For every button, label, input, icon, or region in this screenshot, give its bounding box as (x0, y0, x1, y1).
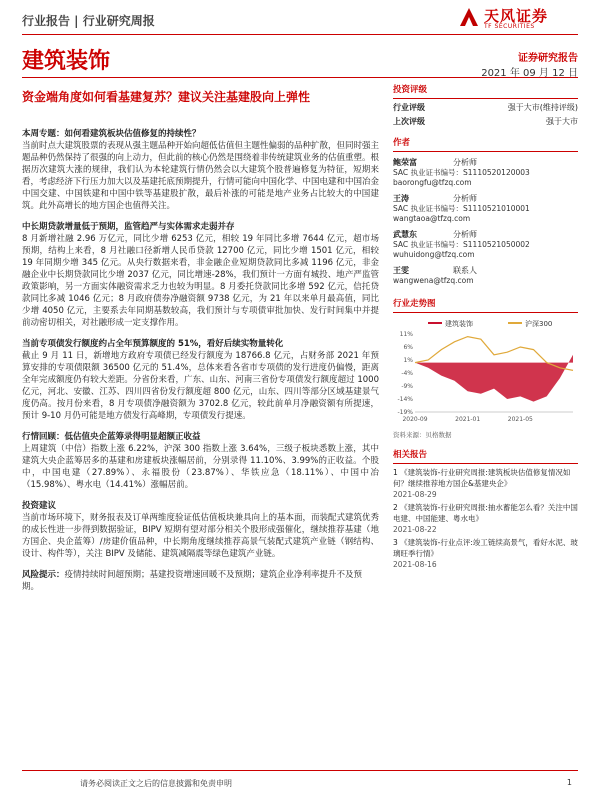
x-tick-label: 2021-01 (455, 416, 481, 423)
related-report[interactable] (393, 502, 578, 535)
section-title: 投资建议 (22, 501, 57, 511)
y-tick-label: 11% (399, 331, 413, 338)
analyst-name: 鲍荣富 (393, 158, 417, 167)
section (22, 500, 379, 560)
section-body: 当前市场环境下，财务报表及订单两维度验证低估值板块兼具向上的基本面，而装配式建筑优秀的成长性进一步得到数据验证，BIPV 短期有望对部分相关个股形成强催化，继续推荐基建（地方国企、央企蓝筹）/房建价值品种，中长期角度继续推荐高景气装配式建筑产业链（钢结构、设计、构件等），关注 BIPV 及储能、建筑减隔震等绿色建筑产业链。 (22, 513, 380, 559)
main-column (22, 88, 379, 593)
analyst-sac: SAC 执业证书编号：S1110521010001 (393, 204, 530, 213)
industry-title: 建筑装饰 (22, 49, 111, 74)
rating-key: 行业评级 (393, 103, 425, 112)
analyst-role: 分析师 (453, 194, 477, 203)
rating-key: 上次评级 (393, 117, 425, 126)
section-title: 行情回顾：低估值央企蓝筹录得明显超额正收益 (22, 432, 201, 442)
section-body: 当前时点大建筑股票的表现从强主题品种开始向超低估值但主题性偏弱的品种扩散，但同时强主题品种仍然保持了很强的向上动力，但此前的核心仍然是围绕着非传统建筑业务的估值重塑。根据历次建筑大涨的规律，我们认为本轮建筑行情仍然会以大建筑个股普遍修复为特征，短期来看，考虑经济下行压力加大以及基建托底预期提升，行情可能向中国化学、中国电建和中国冶金中国交建、中国铁建和中国中铁等基建股扩散，最后补涨的可能是地产业务占比较大的中国建筑。此外高增长的地方国企也值得关注。 (22, 141, 380, 211)
company-logo (458, 4, 578, 32)
report-type: 证券研究报告 (518, 53, 578, 64)
related-report[interactable] (393, 467, 578, 500)
report-date: 2021 年 09 月 12 日 (481, 68, 578, 79)
rating-row (393, 116, 578, 127)
title-divider (22, 77, 578, 78)
section-body: 8 月新增社融 2.96 万亿元，同比少增 6253 亿元，相较 19 年同比多增 7644 亿元，超市场预期，结构上来看，8 月社融口径新增人民币贷款 12700 亿元，同比少增 1501 亿元，相较 19 年同期少增 345 亿元。从央行数据来看，非金融企业短期贷款同比多减 1196 亿元，非金融企业中长期贷款同比少增 2037 亿元，同比增速-28%，我们预计一方面有城投、地产严监管政策影响，另一方面实体融资需求乏力也较为明显。8 月委托贷款同比多增 592 亿元，信托贷款同比多减 1046 亿元；8 月政府债券净融资额 9738 亿元，为 21 年以来单月最高值，同比少增 4050 亿元，主要系去年同期基数较高，我们预计与专项债审批加快、发行时间集中并提前动密切相关，对社融形成一定支撑作用。 (22, 234, 379, 328)
y-tick-label: 1% (403, 357, 413, 364)
analyst-email[interactable]: wangwena@tfzq.com (393, 276, 474, 285)
analyst-name: 王涛 (393, 194, 409, 203)
logo-subtext: TF SECURITIES (484, 23, 535, 30)
analyst-entry (393, 266, 578, 286)
related-report[interactable] (393, 537, 578, 570)
related-report-date: 2021-08-29 (393, 490, 437, 499)
analyst-entry (393, 230, 578, 260)
disclaimer-footer: 请务必阅读正文之后的信息披露和免责申明 (80, 779, 232, 788)
risk-text: 疫情持续时间超预期；基建投资增速回暖不及预期；建筑企业净利率提升不及预期。 (22, 570, 363, 592)
chart-source: 资料来源：贝格数据 (393, 431, 452, 439)
y-tick-label: -9% (401, 383, 413, 390)
rating-row (393, 102, 578, 113)
risk-label: 风险提示： (22, 570, 65, 580)
section (22, 128, 379, 212)
section (22, 431, 379, 491)
y-tick-label: -14% (397, 396, 413, 403)
related-report-title[interactable]: 2 《建筑装饰-行业研究周报:抽水蓄能怎么看？关注中国电建、中国能建、粤水电》 (393, 503, 578, 523)
section-title: 中长期贷款增量低于预期，监管趋严与实体需求走弱并存 (22, 222, 235, 232)
x-tick-label: 2020-09 (402, 416, 428, 423)
analyst-entry (393, 194, 578, 224)
x-tick-label: 2021-05 (507, 416, 533, 423)
y-tick-label: -4% (401, 370, 413, 377)
analyst-name: 王雯 (393, 266, 409, 275)
section (22, 221, 379, 329)
y-tick-label: -19% (397, 409, 413, 416)
industry-trend-chart (393, 316, 578, 426)
section-body: 上周建筑（中信）指数上涨 6.22%，沪深 300 指数上涨 3.64%，三级子板块悉数上涨，其中建筑大央企蓝筹居多的基建和房建板块涨幅居前，分别录得 11.10%、3.99%的正收益。个股中，中国电建（27.89%）、永福股份（23.87%）、华铁应急（18.11%）、中国中冶（15.98%）、粤水电（14.41%）涨幅居前。 (22, 444, 379, 490)
analyst-entry (393, 158, 578, 188)
trend-heading: 行业走势图 (393, 294, 578, 313)
rating-value: 强于大市 (546, 117, 578, 126)
page-number: 1 (566, 778, 572, 787)
analyst-name: 武慧东 (393, 230, 417, 239)
analyst-role: 联系人 (453, 266, 477, 275)
risk-warning (22, 569, 379, 593)
rating-heading: 投资评级 (393, 80, 578, 99)
sidebar (393, 80, 578, 572)
header-divider (22, 34, 578, 35)
legend-label: 建筑装饰 (445, 320, 473, 328)
logo-text: 天风证券 (484, 7, 549, 25)
related-report-title[interactable]: 1 《建筑装饰-行业研究周报:建筑板块估值修复情况如何？继续推荐地方国企&基建央企》 (393, 468, 571, 488)
rating-value: 强于大市(维持评级) (507, 103, 578, 112)
analysts-heading: 作者 (393, 133, 578, 152)
section-title: 本周专题：如何看建筑板块估值修复的持续性？ (22, 129, 201, 139)
footer-divider (22, 770, 578, 771)
series-area-1 (415, 355, 573, 402)
analyst-role: 分析师 (453, 230, 477, 239)
related-heading: 相关报告 (393, 445, 578, 464)
report-headline: 资金端角度如何看基建复苏？建议关注基建股向上弹性 (22, 90, 311, 104)
analyst-sac: SAC 执业证书编号：S1110521050002 (393, 240, 530, 249)
report-category: 行业报告 | 行业研究周报 (22, 14, 155, 28)
related-report-date: 2021-08-22 (393, 525, 437, 534)
y-tick-label: 6% (403, 344, 413, 351)
analyst-email[interactable]: baorongfu@tfzq.com (393, 178, 472, 187)
section-title: 当前专项债发行额度约占全年预算额度的 51%，看好后续实物量转化 (22, 339, 284, 349)
section-body: 截止 9 月 11 日，新增地方政府专项债已经发行额度为 18766.8 亿元，占财务部 2021 年预算安排的专项债限额 36500 亿元的 51.4%，总体来看各省市专项债的发行进度仍偏慢，距离全年完成额度仍有较大差距。分省份来看，广东、山东、河南三省份专项债发行额度超过 1000 亿元，河北、安徽、江苏、四川四省份发行额度超 800 亿元，山东、四川等部分区域基建景气度仍高。按月份来看，8 月专项债净融资额为 3702.8 亿元，较此前单月净融资额有所提速，预计 9-10 月仍可能是地方债发行高峰期，专项债发行提速。 (22, 351, 379, 421)
legend-label: 沪深300 (525, 320, 553, 328)
analyst-sac: SAC 执业证书编号：S1110520120003 (393, 168, 530, 177)
analyst-email[interactable]: wangtaoa@tfzq.com (393, 214, 471, 223)
related-report-date: 2021-08-16 (393, 560, 437, 569)
section (22, 338, 379, 422)
analyst-email[interactable]: wuhuidong@tfzq.com (393, 250, 475, 259)
analyst-role: 分析师 (453, 158, 477, 167)
logo-mark-icon (458, 6, 480, 28)
trend-chart-svg (393, 316, 578, 426)
related-report-title[interactable]: 3 《建筑装饰-行业点评:竣工链续高景气，看好水泥、玻璃旺季行情》 (393, 538, 578, 558)
